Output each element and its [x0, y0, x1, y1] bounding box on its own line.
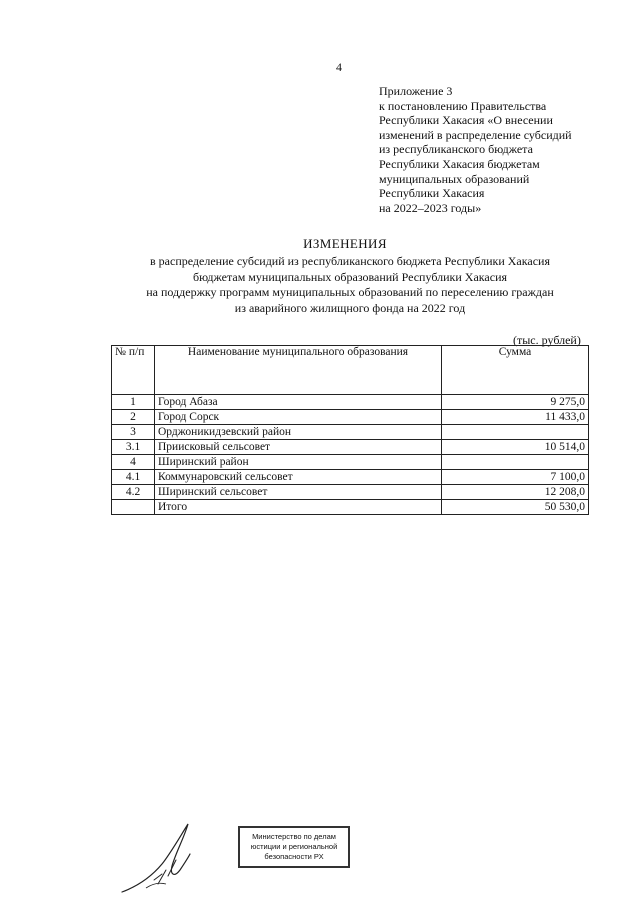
- page-number: 4: [336, 60, 342, 74]
- appendix-line: к постановлению Правительства: [379, 98, 547, 113]
- header-number: № п/п: [112, 346, 155, 395]
- appendix-line: на 2022–2023 годы»: [379, 200, 482, 215]
- row-name: Ширинский район: [155, 455, 442, 470]
- appendix-line: изменений в распределение субсидий: [379, 127, 572, 142]
- row-name: Приисковый сельсовет: [155, 440, 442, 455]
- row-name: Ширинский сельсовет: [155, 485, 442, 500]
- table-header-row: [112, 346, 589, 395]
- row-number: 1: [112, 395, 155, 410]
- table-row: [112, 425, 589, 440]
- row-sum: 11 433,0: [442, 410, 589, 425]
- row-sum: 50 530,0: [442, 500, 589, 515]
- row-name: Коммунаровский сельсовет: [155, 470, 442, 485]
- subtitle-line: в распределение субсидий из республиканского бюджета Республики Хакасия: [150, 254, 550, 268]
- row-number: 2: [112, 410, 155, 425]
- header-name: Наименование муниципального образования: [155, 346, 442, 395]
- appendix-line: Приложение 3: [379, 84, 453, 98]
- row-number: 3: [112, 425, 155, 440]
- row-name: Город Абаза: [155, 395, 442, 410]
- row-sum: 9 275,0: [442, 395, 589, 410]
- subtitle-line: бюджетам муниципальных образований Республики Хакасия: [192, 269, 508, 284]
- stamp-line: юстиции и региональной: [250, 842, 338, 851]
- row-name: Итого: [155, 500, 442, 515]
- appendix-line: из республиканского бюджета: [379, 142, 533, 157]
- table-row: [112, 410, 589, 425]
- registration-stamp: [238, 826, 350, 868]
- table-row: [112, 470, 589, 485]
- appendix-line: муниципальных образований: [379, 171, 530, 186]
- document-subtitle: [0, 254, 640, 316]
- appendix-line: Республики Хакасия: [379, 186, 485, 201]
- row-name: Орджоникидзевский район: [155, 425, 442, 440]
- stamp-line: безопасности РХ: [264, 852, 324, 861]
- row-number: 4.1: [112, 470, 155, 485]
- subtitle-line: на поддержку программ муниципальных образований по переселению граждан: [146, 285, 554, 300]
- row-sum: 10 514,0: [442, 440, 589, 455]
- subsidy-table: [111, 345, 589, 515]
- table-row: [112, 395, 589, 410]
- row-sum: [442, 425, 589, 440]
- document-title: ИЗМЕНЕНИЯ: [303, 236, 387, 251]
- row-number: 4.2: [112, 485, 155, 500]
- stamp-line: Министерство по делам: [252, 832, 336, 841]
- appendix-block: [379, 84, 619, 215]
- row-sum: 7 100,0: [442, 470, 589, 485]
- appendix-line: Республики Хакасия бюджетам: [379, 156, 540, 171]
- table-row: [112, 440, 589, 455]
- appendix-line: Республики Хакасия «О внесении: [379, 113, 553, 128]
- row-number: 4: [112, 455, 155, 470]
- table-row: [112, 455, 589, 470]
- table-row: [112, 485, 589, 500]
- row-sum: [442, 455, 589, 470]
- subtitle-line: из аварийного жилищного фонда на 2022 год: [234, 300, 466, 315]
- row-sum: 12 208,0: [442, 485, 589, 500]
- row-number: 3.1: [112, 440, 155, 455]
- units-label: (тыс. рублей): [513, 333, 581, 347]
- row-name: Город Сорск: [155, 410, 442, 425]
- header-sum: Сумма: [442, 346, 589, 395]
- signature-icon: [118, 818, 208, 898]
- table-row-total: [112, 500, 589, 515]
- row-number: [112, 500, 155, 515]
